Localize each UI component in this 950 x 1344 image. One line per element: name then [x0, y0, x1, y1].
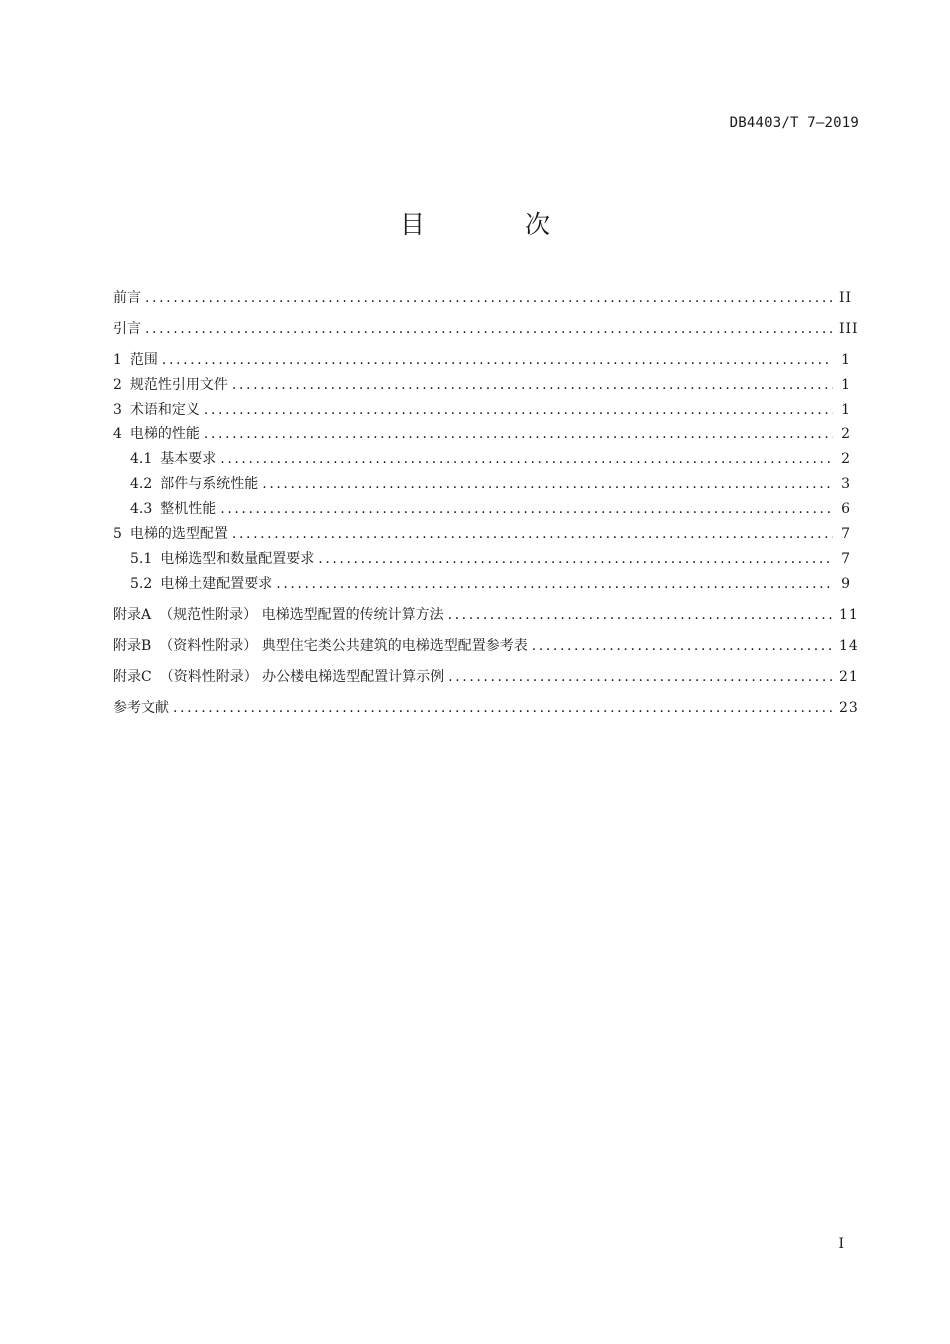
toc-entry-label: 范围: [129, 352, 158, 368]
toc-entry-appendix-c[interactable]: [113, 667, 859, 687]
toc-entry-2[interactable]: [113, 375, 851, 395]
toc-leader-dots: [162, 350, 833, 370]
toc-entry-page: 23: [839, 700, 859, 716]
toc-entry-number: 5: [113, 526, 122, 542]
toc-entry-page: 6: [841, 501, 851, 517]
toc-entry-number: 4: [113, 426, 122, 442]
toc-entry-page: 1: [841, 352, 851, 368]
toc-entry-number: 5.2: [130, 576, 153, 592]
toc-entry-number: 4.3: [130, 501, 153, 517]
toc-entry-page: 11: [839, 607, 859, 623]
toc-entry-page: 1: [841, 377, 851, 393]
toc-entry-4[interactable]: [113, 424, 851, 444]
toc-entry-4-3[interactable]: [130, 499, 851, 519]
toc-entry-4-2[interactable]: [130, 474, 851, 494]
toc-entry-page: 9: [841, 576, 851, 592]
toc-entry-number: 3: [113, 402, 122, 418]
toc-entry-page: 3: [841, 476, 851, 492]
toc-entry-label: （资料性附录） 典型住宅类公共建筑的电梯选型配置参考表: [159, 638, 528, 654]
toc-entry-label: 规范性引用文件: [129, 377, 228, 393]
toc-entry-page: 21: [839, 669, 859, 685]
toc-leader-dots: [276, 574, 833, 594]
toc-leader-dots: [173, 698, 833, 718]
toc-entry-label: 电梯选型和数量配置要求: [160, 551, 315, 567]
toc-entry-page: III: [839, 321, 859, 337]
toc-leader-dots: [318, 549, 833, 569]
toc-entry-number: 2: [113, 377, 122, 393]
toc-entry-label: 电梯的性能: [129, 426, 200, 442]
toc-entry-page: 2: [841, 426, 851, 442]
toc-leader-dots: [262, 474, 833, 494]
page-number: I: [838, 1236, 844, 1252]
toc-entry-page: 7: [841, 551, 851, 567]
toc-title: 目 次: [400, 210, 596, 239]
toc-entry-5-2[interactable]: [130, 574, 851, 594]
toc-entry-3[interactable]: [113, 400, 851, 420]
toc-entry-number: 附录B: [113, 638, 152, 654]
toc-entry-5-1[interactable]: [130, 549, 851, 569]
toc-leader-dots: [448, 667, 833, 687]
toc-entry-number: 4.2: [130, 476, 153, 492]
toc-entry-label: 整机性能: [160, 501, 217, 517]
toc-entry-appendix-a[interactable]: [113, 605, 859, 625]
toc-leader-dots: [232, 524, 833, 544]
toc-entry-5[interactable]: [113, 524, 851, 544]
toc-entry-introduction[interactable]: [113, 319, 859, 339]
toc-leader-dots: [145, 319, 833, 339]
toc-leader-dots: [448, 605, 833, 625]
toc-entry-appendix-b[interactable]: [113, 636, 859, 656]
toc-entry-number: 1: [113, 352, 122, 368]
toc-entry-page: 7: [841, 526, 851, 542]
toc-entry-page: 1: [841, 402, 851, 418]
toc-entry-4-1[interactable]: [130, 449, 851, 469]
toc-entry-page: 2: [841, 451, 851, 467]
toc-entry-page: II: [839, 290, 853, 306]
toc-leader-dots: [204, 424, 833, 444]
toc-entry-number: 4.1: [130, 451, 153, 467]
toc-entry-label: 基本要求: [160, 451, 217, 467]
toc-leader-dots: [145, 288, 833, 308]
toc-leader-dots: [220, 449, 833, 469]
toc-entry-label: 部件与系统性能: [160, 476, 259, 492]
toc-entry-label: 参考文献: [113, 700, 169, 716]
toc-entry-label: 前言: [113, 290, 141, 306]
toc-leader-dots: [232, 375, 833, 395]
toc-entry-label: 电梯的选型配置: [129, 526, 228, 542]
toc-entry-page: 14: [839, 638, 859, 654]
toc-entry-number: 5.1: [130, 551, 153, 567]
toc-entry-references[interactable]: [113, 698, 859, 718]
toc-leader-dots: [532, 636, 833, 656]
toc-entry-label: 术语和定义: [129, 402, 200, 418]
toc-entry-1[interactable]: [113, 350, 851, 370]
toc-entry-number: 附录C: [113, 669, 152, 685]
toc-entry-label: 引言: [113, 321, 141, 337]
toc-entry-number: 附录A: [113, 607, 152, 623]
toc-entry-label: （规范性附录） 电梯选型配置的传统计算方法: [159, 607, 444, 623]
toc-entry-foreword[interactable]: [113, 288, 851, 308]
toc-entry-label: （资料性附录） 办公楼电梯选型配置计算示例: [159, 669, 445, 685]
toc-leader-dots: [204, 400, 833, 420]
toc-entry-label: 电梯土建配置要求: [160, 576, 273, 592]
toc-leader-dots: [220, 499, 833, 519]
document-code: DB4403/T 7—2019: [729, 115, 859, 131]
